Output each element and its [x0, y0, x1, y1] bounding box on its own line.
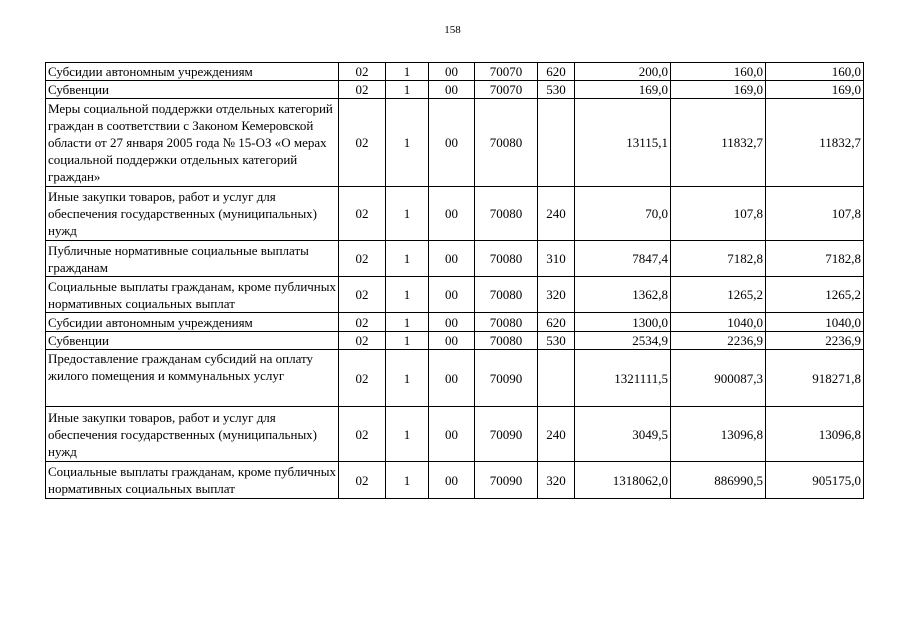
- section-code: 02: [339, 350, 386, 407]
- amount-1: 13115,1: [575, 99, 671, 187]
- target-code: 70080: [475, 187, 538, 241]
- expense-type-code: 530: [538, 81, 575, 99]
- subprogram-code: 00: [429, 462, 475, 499]
- section-code: 02: [339, 407, 386, 462]
- section-code: 02: [339, 313, 386, 332]
- amount-2: 2236,9: [671, 332, 766, 350]
- table-row: [46, 407, 864, 462]
- subprogram-code: 00: [429, 313, 475, 332]
- row-name: Иные закупки товаров, работ и услуг для обеспечения государственных (муниципальных) нужд: [46, 407, 339, 462]
- program-code: 1: [386, 350, 429, 407]
- amount-2: 1265,2: [671, 277, 766, 313]
- target-code: 70080: [475, 99, 538, 187]
- table-row: [46, 332, 864, 350]
- amount-1: 2534,9: [575, 332, 671, 350]
- program-code: 1: [386, 313, 429, 332]
- target-code: 70090: [475, 407, 538, 462]
- row-name: Меры социальной поддержки отдельных категорий граждан в соответствии с Законом Кемеровской области от 27 января 2005 года № 15-ОЗ «О мерах социальной поддержки отдельных категорий граждан»: [46, 99, 339, 187]
- row-name: Иные закупки товаров, работ и услуг для обеспечения государственных (муниципальных) нужд: [46, 187, 339, 241]
- program-code: 1: [386, 63, 429, 81]
- amount-1: 3049,5: [575, 407, 671, 462]
- amount-3: 107,8: [766, 187, 864, 241]
- target-code: 70080: [475, 332, 538, 350]
- target-code: 70070: [475, 81, 538, 99]
- subprogram-code: 00: [429, 63, 475, 81]
- row-name: Публичные нормативные социальные выплаты гражданам: [46, 241, 339, 277]
- table-row: [46, 81, 864, 99]
- expense-type-code: [538, 99, 575, 187]
- section-code: 02: [339, 332, 386, 350]
- row-name: Субвенции: [46, 332, 339, 350]
- program-code: 1: [386, 187, 429, 241]
- row-name: Предоставление гражданам субсидий на оплату жилого помещения и коммунальных услуг: [46, 350, 339, 407]
- amount-3: 160,0: [766, 63, 864, 81]
- subprogram-code: 00: [429, 99, 475, 187]
- target-code: 70090: [475, 350, 538, 407]
- subprogram-code: 00: [429, 407, 475, 462]
- amount-2: 13096,8: [671, 407, 766, 462]
- section-code: 02: [339, 187, 386, 241]
- program-code: 1: [386, 81, 429, 99]
- table-row: [46, 313, 864, 332]
- subprogram-code: 00: [429, 277, 475, 313]
- table-row: [46, 350, 864, 407]
- amount-1: 7847,4: [575, 241, 671, 277]
- table-row: [46, 241, 864, 277]
- expense-type-code: [538, 350, 575, 407]
- expense-type-code: 310: [538, 241, 575, 277]
- program-code: 1: [386, 277, 429, 313]
- program-code: 1: [386, 241, 429, 277]
- amount-2: 169,0: [671, 81, 766, 99]
- row-name: Субсидии автономным учреждениям: [46, 63, 339, 81]
- amount-3: 1265,2: [766, 277, 864, 313]
- amount-1: 1362,8: [575, 277, 671, 313]
- program-code: 1: [386, 332, 429, 350]
- table-row: [46, 277, 864, 313]
- program-code: 1: [386, 462, 429, 499]
- amount-3: 169,0: [766, 81, 864, 99]
- amount-3: 11832,7: [766, 99, 864, 187]
- expense-type-code: 620: [538, 63, 575, 81]
- target-code: 70090: [475, 462, 538, 499]
- row-name: Социальные выплаты гражданам, кроме публичных нормативных социальных выплат: [46, 277, 339, 313]
- amount-1: 1300,0: [575, 313, 671, 332]
- table-row: [46, 63, 864, 81]
- table-row: [46, 187, 864, 241]
- row-name: Субсидии автономным учреждениям: [46, 313, 339, 332]
- section-code: 02: [339, 99, 386, 187]
- target-code: 70070: [475, 63, 538, 81]
- amount-3: 2236,9: [766, 332, 864, 350]
- target-code: 70080: [475, 277, 538, 313]
- amount-2: 11832,7: [671, 99, 766, 187]
- amount-1: 1318062,0: [575, 462, 671, 499]
- section-code: 02: [339, 63, 386, 81]
- amount-3: 905175,0: [766, 462, 864, 499]
- amount-3: 7182,8: [766, 241, 864, 277]
- table-row: [46, 99, 864, 187]
- amount-3: 13096,8: [766, 407, 864, 462]
- subprogram-code: 00: [429, 241, 475, 277]
- budget-table: [45, 62, 864, 499]
- amount-1: 169,0: [575, 81, 671, 99]
- amount-3: 918271,8: [766, 350, 864, 407]
- amount-2: 1040,0: [671, 313, 766, 332]
- subprogram-code: 00: [429, 350, 475, 407]
- table-row: [46, 462, 864, 499]
- row-name: Субвенции: [46, 81, 339, 99]
- program-code: 1: [386, 407, 429, 462]
- expense-type-code: 240: [538, 187, 575, 241]
- amount-1: 1321111,5: [575, 350, 671, 407]
- section-code: 02: [339, 277, 386, 313]
- amount-1: 200,0: [575, 63, 671, 81]
- amount-1: 70,0: [575, 187, 671, 241]
- expense-type-code: 240: [538, 407, 575, 462]
- subprogram-code: 00: [429, 81, 475, 99]
- amount-3: 1040,0: [766, 313, 864, 332]
- program-code: 1: [386, 99, 429, 187]
- target-code: 70080: [475, 313, 538, 332]
- expense-type-code: 320: [538, 462, 575, 499]
- amount-2: 7182,8: [671, 241, 766, 277]
- row-name: Социальные выплаты гражданам, кроме публичных нормативных социальных выплат: [46, 462, 339, 499]
- page-number: 158: [444, 24, 461, 36]
- amount-2: 160,0: [671, 63, 766, 81]
- amount-2: 886990,5: [671, 462, 766, 499]
- target-code: 70080: [475, 241, 538, 277]
- subprogram-code: 00: [429, 332, 475, 350]
- amount-2: 900087,3: [671, 350, 766, 407]
- section-code: 02: [339, 241, 386, 277]
- expense-type-code: 320: [538, 277, 575, 313]
- amount-2: 107,8: [671, 187, 766, 241]
- expense-type-code: 620: [538, 313, 575, 332]
- expense-type-code: 530: [538, 332, 575, 350]
- section-code: 02: [339, 462, 386, 499]
- section-code: 02: [339, 81, 386, 99]
- subprogram-code: 00: [429, 187, 475, 241]
